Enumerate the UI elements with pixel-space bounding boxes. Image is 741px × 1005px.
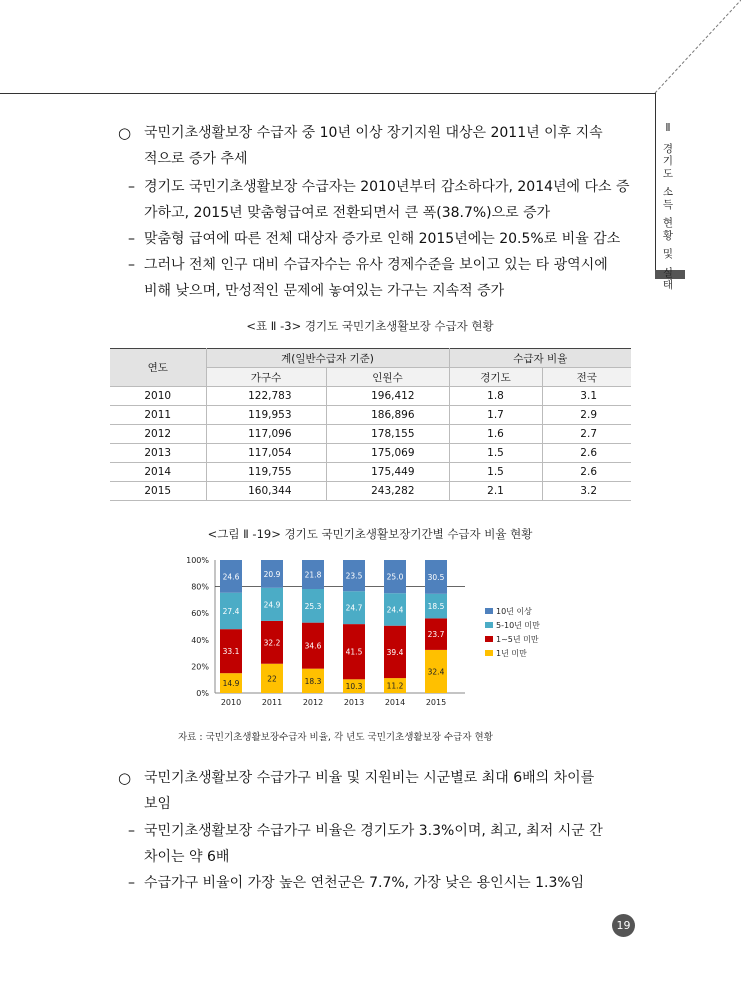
sublist-line: 차이는 약 6배 [144,849,230,865]
table-cell: 2010 [110,387,206,406]
table-cell: 1.5 [449,463,542,482]
data-label: 32.2 [263,638,281,648]
data-label: 10.3 [345,682,363,692]
table-caption: <표 Ⅱ -3> 경기도 국민기초생활보장 수급자 현황 [246,319,494,333]
side-divider [655,93,656,273]
data-label: 30.5 [427,572,445,582]
side-tab-char: 현 [662,217,674,229]
table-cell: 175,069 [326,444,449,463]
x-tick-label: 2015 [425,698,447,707]
dash-bullet-icon: – [128,231,135,247]
table-row [110,482,631,501]
data-label: 34.6 [304,641,322,651]
section1-line2: 적으로 증가 추세 [144,151,248,167]
dash-bullet-icon: – [128,875,135,891]
data-label: 27.4 [222,606,240,616]
side-tab-char: 기 [662,155,674,167]
table-cell: 2.6 [542,444,631,463]
y-tick-label: 0% [196,689,209,698]
table-cell: 160,344 [206,482,326,501]
table-header-row [110,349,631,368]
y-tick-label: 60% [191,609,209,619]
table-cell: 1.7 [449,406,542,425]
data-label: 23.5 [345,571,363,581]
x-tick-label: 2010 [220,698,242,707]
legend-label: 1~5년 미만 [496,635,539,644]
data-label: 24.7 [345,603,363,613]
legend-label: 1년 미만 [496,649,527,658]
side-tab-char: 실 [662,266,674,279]
dash-bullet-icon: – [128,257,135,273]
th-total: 계(일반수급자 기준) [206,349,449,368]
dash-bullet-icon: – [128,179,135,195]
table-row [110,444,631,463]
section2-sublist [128,818,638,896]
x-tick-label: 2013 [343,698,365,707]
sublist-line: 가하고, 2015년 맞춤형급여로 전환되면서 큰 폭(38.7%)으로 증가 [144,205,551,221]
legend-swatch [485,622,493,628]
table-cell: 175,449 [326,463,449,482]
table-row [110,463,631,482]
data-label: 23.7 [427,630,445,640]
sublist-item [128,174,638,226]
sublist-item [128,226,638,252]
table-cell: 119,953 [206,406,326,425]
table-cell: 1.6 [449,425,542,444]
section1-bullet-paragraph [118,120,638,172]
table-cell: 117,096 [206,425,326,444]
recipients-table [110,348,631,501]
circle-bullet-icon: ○ [118,769,132,787]
side-chapter-tab[interactable] [660,122,676,292]
x-tick-label: 2014 [384,698,406,707]
data-label: 21.8 [304,570,322,580]
th-year: 연도 [110,349,206,387]
stacked-bar-chart [175,553,555,713]
table-cell: 2015 [110,482,206,501]
table-row [110,387,631,406]
side-tab-char: 득 [662,198,674,211]
table-cell: 1.5 [449,444,542,463]
data-label: 22 [267,674,277,684]
side-tab-char: 경 [662,142,674,155]
table-cell: 2.6 [542,463,631,482]
table-row [110,406,631,425]
sublist-line: 맞춤형 급여에 따른 전체 대상자 증가로 인해 2015년에는 20.5%로 비율 감소 [144,231,621,247]
table-cell: 186,896 [326,406,449,425]
sublist-line: 그러나 전체 인구 대비 수급자수는 유사 경제수준을 보이고 있는 타 광역시에 [144,257,608,273]
sublist-item [128,818,638,870]
table-cell: 119,755 [206,463,326,482]
table-cell: 3.2 [542,482,631,501]
table-cell: 2.1 [449,482,542,501]
table-cell: 2011 [110,406,206,425]
sublist-item [128,252,638,304]
corner-diagonal-decoration [650,0,741,95]
table-cell: 178,155 [326,425,449,444]
table-cell: 117,054 [206,444,326,463]
th-ratio: 수급자 비율 [449,349,631,368]
data-label: 39.4 [386,647,404,657]
sublist-line: 국민기초생활보장 수급가구 비율은 경기도가 3.3%이며, 최고, 최저 시군 간 [144,823,603,839]
section2-bullet-paragraph [118,765,638,817]
side-tab-char: 소 [662,186,674,198]
data-label: 14.9 [222,679,240,689]
data-label: 18.5 [427,602,445,612]
data-label: 18.3 [304,676,322,686]
y-tick-label: 100% [186,556,209,565]
figure-caption: <그림 Ⅱ -19> 경기도 국민기초생활보장기간별 수급자 비율 현황 [207,527,533,541]
header-rule [0,93,655,94]
table-cell: 2013 [110,444,206,463]
section1-line1: 국민기초생활보장 수급자 중 10년 이상 장기지원 대상은 2011년 이후 지속 [144,125,603,141]
legend-swatch [485,608,493,614]
table-cell: 196,412 [326,387,449,406]
data-label: 24.6 [222,572,240,582]
table-cell: 2014 [110,463,206,482]
th-gyeonggi: 경기도 [449,368,542,387]
th-persons: 인원수 [326,368,449,387]
circle-bullet-icon: ○ [118,124,132,142]
side-tab-roman: Ⅱ [665,122,671,134]
data-label: 24.4 [386,605,404,615]
data-label: 25.3 [304,601,322,611]
side-tab-char: 및 [662,248,674,260]
side-tab-char: 태 [662,279,674,291]
th-nation: 전국 [542,368,631,387]
data-label: 20.9 [263,569,281,579]
data-label: 32.4 [427,667,445,677]
data-label: 11.2 [386,681,404,691]
section2-line1: 국민기초생활보장 수급가구 비율 및 지원비는 시군별로 최대 6배의 차이를 [144,770,595,786]
side-tab-char: 황 [662,229,674,242]
table-cell: 1.8 [449,387,542,406]
page-number-badge: 19 [612,914,635,937]
legend-swatch [485,650,493,656]
data-label: 41.5 [345,647,363,657]
section1-sublist [128,174,638,304]
y-tick-label: 20% [191,662,209,672]
x-tick-label: 2011 [261,698,283,707]
legend-label: 10년 이상 [496,607,532,616]
sublist-item [128,870,638,896]
sublist-line: 수급가구 비율이 가장 높은 연천군은 7.7%, 가장 낮은 용인시는 1.3%임 [144,875,585,891]
data-label: 25.0 [386,572,404,582]
data-label: 33.1 [222,647,240,657]
sublist-line: 경기도 국민기초생활보장 수급자는 2010년부터 감소하다가, 2014년에 다소 증 [144,179,630,195]
sublist-line: 비해 낮으며, 만성적인 문제에 놓여있는 가구는 지속적 증가 [144,283,505,299]
y-tick-label: 40% [191,635,209,645]
y-tick-label: 80% [191,582,209,592]
legend-swatch [485,636,493,642]
section2-line2: 보임 [144,796,172,812]
table-cell: 2012 [110,425,206,444]
data-label: 24.9 [263,600,281,610]
table-row [110,425,631,444]
legend-label: 5-10년 미만 [496,621,540,630]
table-cell: 2.9 [542,406,631,425]
side-tab-char: 도 [662,167,674,180]
th-households: 가구수 [206,368,326,387]
x-tick-label: 2012 [302,698,324,707]
dash-bullet-icon: – [128,823,135,839]
table-cell: 122,783 [206,387,326,406]
table-cell: 3.1 [542,387,631,406]
table-cell: 2.7 [542,425,631,444]
figure-source: 자료 : 국민기초생활보장수급자 비율, 각 년도 국민기초생활보장 수급자 현황 [178,732,493,743]
table-cell: 243,282 [326,482,449,501]
